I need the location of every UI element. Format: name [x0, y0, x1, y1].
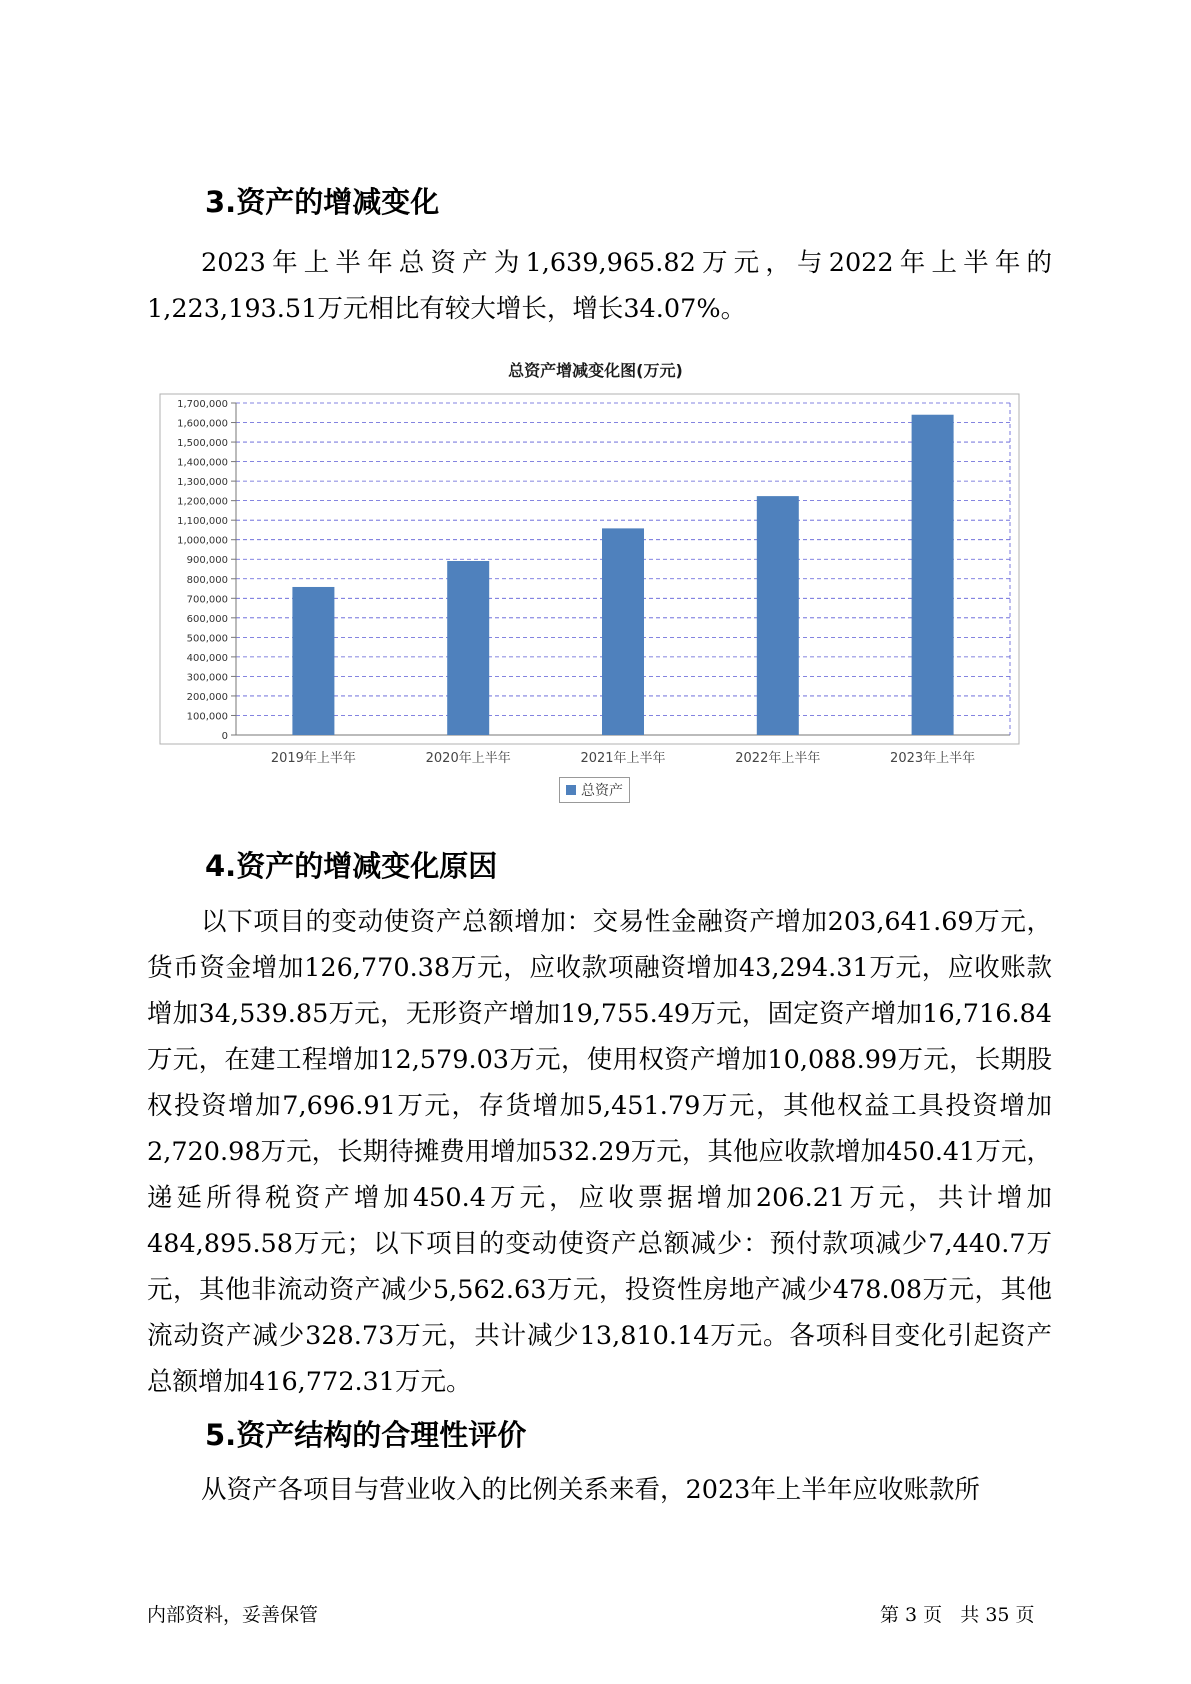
y-tick-label: 1,300,000	[177, 477, 228, 489]
section-3-heading: 3.资产的增减变化	[205, 185, 440, 219]
legend-swatch	[566, 785, 576, 795]
footer-confidential-note: 内部资料，妥善保管	[147, 1604, 319, 1626]
y-tick-label: 600,000	[186, 613, 228, 625]
bar	[757, 496, 799, 735]
section-5-paragraph: 从资产各项目与营业收入的比例关系来看，2023年上半年应收账款所	[201, 1475, 980, 1505]
bar	[912, 415, 954, 735]
y-tick-label: 1,000,000	[177, 535, 228, 547]
x-tick-label: 2021年上半年	[580, 751, 666, 766]
x-tick-label: 2023年上半年	[890, 751, 976, 766]
x-tick-label: 2022年上半年	[735, 751, 821, 766]
y-tick-label: 500,000	[186, 633, 228, 645]
y-tick-label: 700,000	[186, 594, 228, 606]
y-tick-label: 800,000	[186, 574, 228, 586]
x-tick-label: 2019年上半年	[270, 751, 356, 766]
y-tick-label: 1,500,000	[177, 438, 228, 450]
y-tick-label: 1,600,000	[177, 418, 228, 430]
y-tick-label: 1,400,000	[177, 457, 228, 469]
bar	[602, 528, 644, 735]
y-tick-label: 100,000	[186, 711, 228, 723]
bar	[447, 561, 489, 735]
y-tick-label: 900,000	[186, 555, 228, 567]
y-tick-label: 0	[221, 731, 228, 742]
footer-page-number: 第 3 页 共 35 页	[880, 1604, 1035, 1626]
legend-label: 总资产	[581, 783, 623, 799]
y-tick-label: 300,000	[186, 672, 228, 684]
y-tick-label: 200,000	[186, 691, 228, 703]
y-tick-label: 400,000	[186, 652, 228, 664]
section-3-paragraph: 2023年上半年总资产为1,639,965.82万元，与2022年上半年的1,223,193.51万元相比有较大增长，增长34.07%。	[147, 248, 1052, 324]
chart-frame	[160, 394, 1019, 744]
chart-legend	[559, 777, 630, 803]
chart-title: 总资产增减变化图(万元)	[508, 361, 683, 380]
bar	[292, 587, 334, 735]
x-tick-label: 2020年上半年	[425, 751, 511, 766]
y-tick-label: 1,700,000	[177, 399, 228, 410]
section-5-heading: 5.资产结构的合理性评价	[205, 1418, 527, 1452]
y-tick-label: 1,200,000	[177, 496, 228, 508]
y-tick-label: 1,100,000	[177, 516, 228, 528]
section-4-paragraph: 以下项目的变动使资产总额增加：交易性金融资产增加203,641.69万元，货币资金增加126,770.38万元，应收款项融资增加43,294.31万元，应收账款增加34,539.85万元，无形资产增加19,755.49万元，固定资产增加16,716.84万元，在建工程增加12,579.03万元，使用权资产增加10,088.99万元，长期股权投资增加7,696.91万元，存货增加5,451.79万元，其他权益工具投资增加2,720.98万元，长期待摊费用增加532.29万元，其他应收款增加450.41万元，递延所得税资产增加450.4万元，应收票据增加206.21万元，共计增加484,895.58万元；以下项目的变动使资产总额减少：预付款项减少7,440.7万元，其他非流动资产减少5,562.63万元，投资性房地产减少478.08万元，其他流动资产减少328.73万元，共计减少13,810.14万元。各项科目变化引起资产总额增加416,772.31万元。	[147, 907, 1052, 1397]
section-4-heading: 4.资产的增减变化原因	[205, 849, 498, 883]
